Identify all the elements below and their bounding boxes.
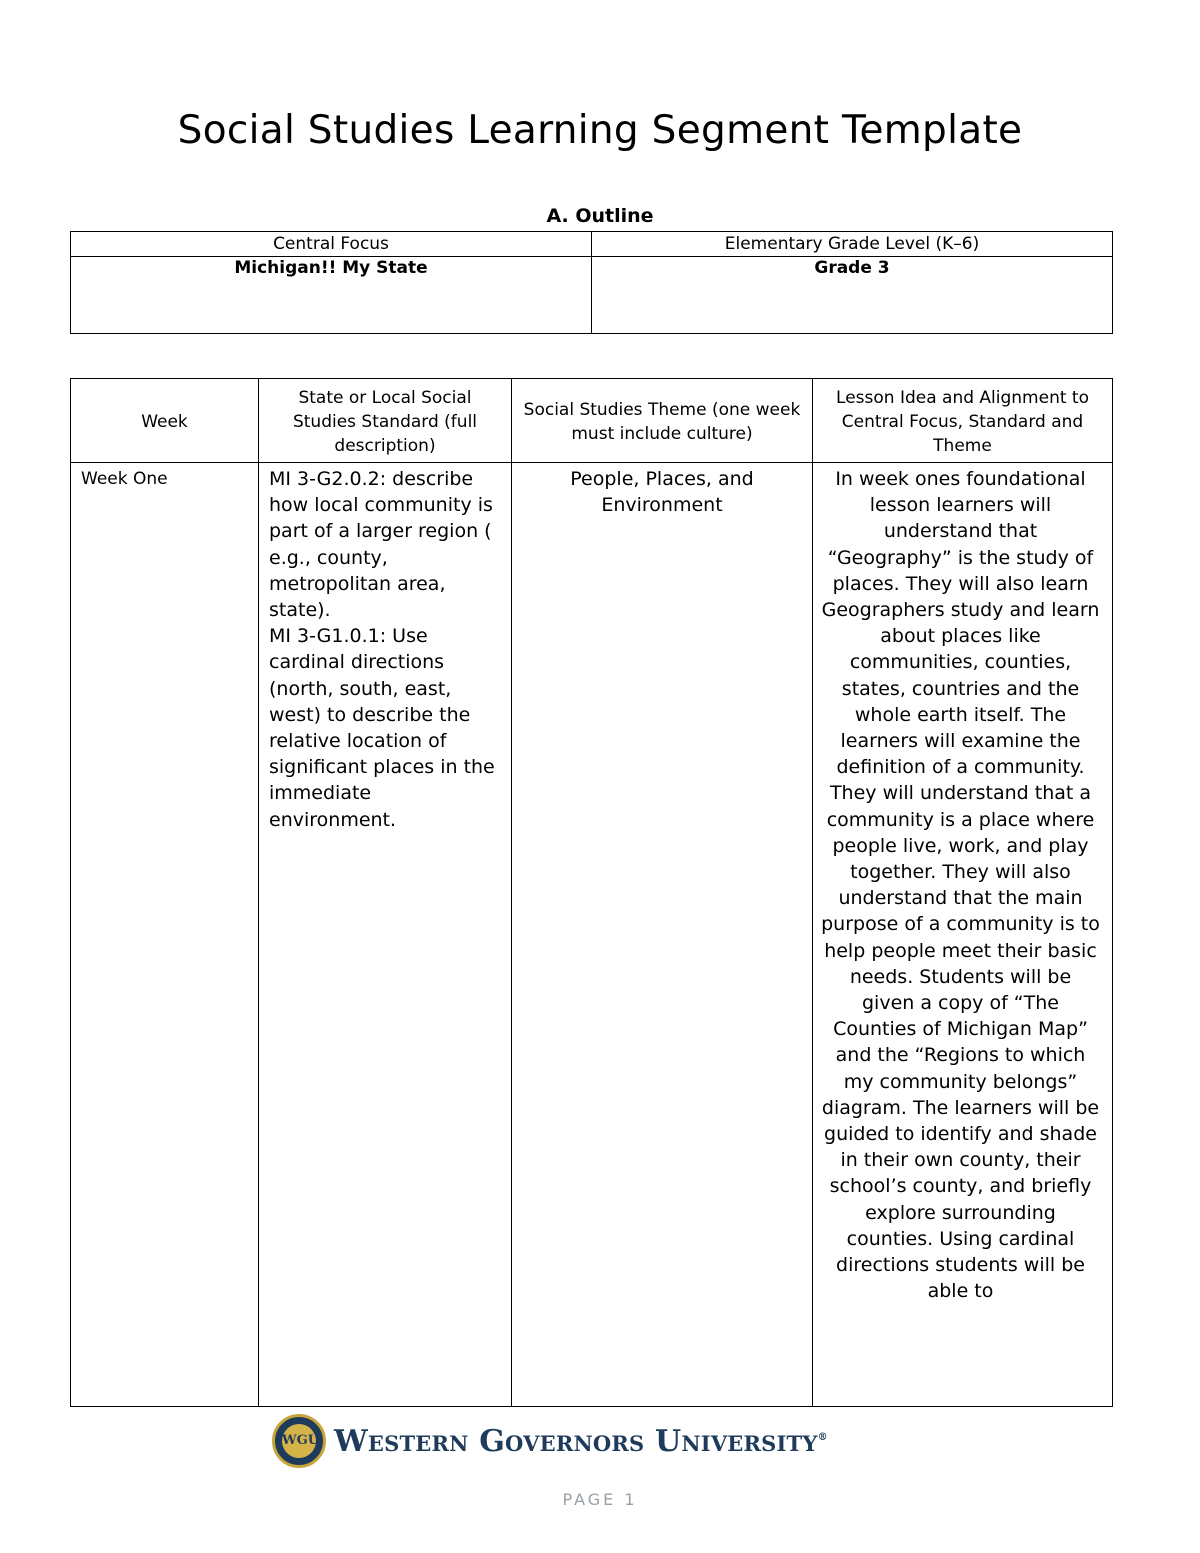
week-cell: Week One xyxy=(71,463,259,1407)
grade-level-value: Grade 3 xyxy=(592,257,1113,334)
week-column-header: Week xyxy=(71,379,259,463)
theme-column-header: Social Studies Theme (one week must include culture) xyxy=(512,379,813,463)
table-row xyxy=(71,463,1113,1407)
section-heading: A. Outline xyxy=(546,205,654,227)
university-logo xyxy=(272,1414,828,1468)
outline-table xyxy=(70,231,1113,334)
university-wordmark: Western Governors University® xyxy=(334,1423,828,1459)
learning-segment-table xyxy=(70,378,1113,1407)
grade-level-header: Elementary Grade Level (K–6) xyxy=(592,232,1113,257)
page-number: PAGE 1 xyxy=(562,1490,638,1509)
standard-column-header: State or Local Social Studies Standard (full description) xyxy=(259,379,512,463)
lesson-column-header: Lesson Idea and Alignment to Central Focus, Standard and Theme xyxy=(813,379,1113,463)
central-focus-value: Michigan!! My State xyxy=(71,257,592,334)
lesson-cell: In week ones foundational lesson learners will understand that “Geography” is the study of places. They will also learn Geographers study and learn about places like communities, counties, states, countries and the whole earth itself. The learners will examine the definition of a community. They will understand that a community is a place where people live, work, and play together. They will also understand that the main purpose of a community is to help people meet their basic needs. Students will be given a copy of “The Counties of Michigan Map” and the “Regions to which my community belongs” diagram. The learners will be guided to identify and shade in their own county, their school’s county, and briefly explore surrounding counties. Using cardinal directions students will be able to xyxy=(813,463,1113,1407)
standard-cell: MI 3-G2.0.2: describe how local community is part of a larger region ( e.g., county, metropolitan area, state). MI 3-G1.0.1: Use cardinal directions (north, south, east, west) to describe the relative location of significant places in the immediate environment. xyxy=(259,463,512,1407)
page-title: Social Studies Learning Segment Template xyxy=(177,108,1023,153)
university-seal-icon: WGU xyxy=(272,1414,326,1468)
theme-cell: People, Places, and Environment xyxy=(512,463,813,1407)
central-focus-header: Central Focus xyxy=(71,232,592,257)
